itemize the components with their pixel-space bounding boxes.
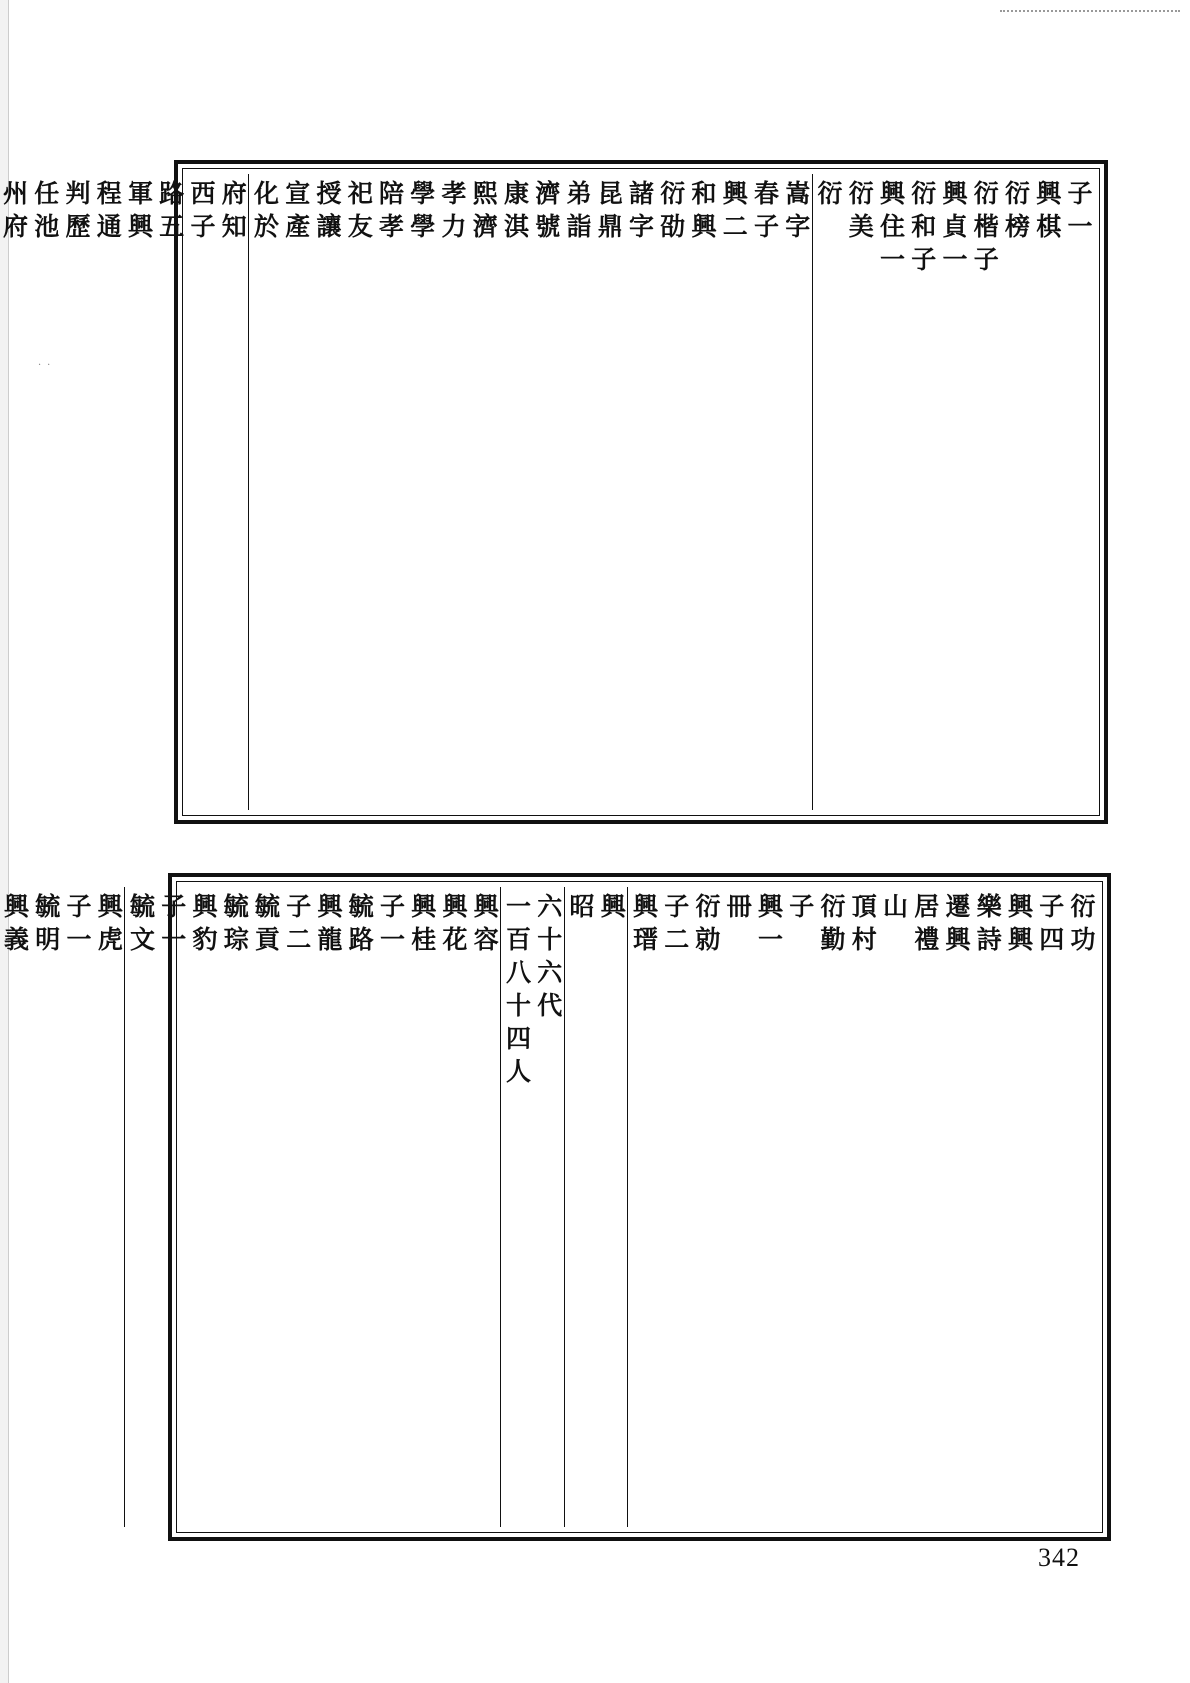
page-number: 342 (1038, 1543, 1080, 1572)
bottom-column (627, 887, 1097, 1527)
top-columns (0, 174, 1094, 810)
bottom-column (124, 887, 500, 1527)
bottom-column (500, 887, 564, 1527)
genealogy-entry-text: 嵩字 春子 興二 和興 衍劭 諸字 昆鼎 弟詣 濟號 康淇 熙濟 孝力 學學 陪孝 祀友 授讓 宣產 化於 (250, 180, 811, 246)
genealogy-entry-text: 子一 興棋 衍榜 衍楷子 興貞一 衍和子 興住一 衍美 衍 (814, 180, 1093, 279)
scan-dots: ·· (38, 360, 57, 371)
genealogy-entry-text: 興 昭 (566, 893, 627, 926)
scan-top-line (1000, 10, 1180, 12)
bottom-columns (0, 887, 1097, 1527)
genealogy-entry-text: 興虎 子一 毓明 興義 (0, 893, 124, 959)
genealogy-entry-text: 興容 興花 興桂 子一 毓路 興龍 子二 毓貢 毓琮 興豹 子一 毓文 (126, 893, 500, 959)
bottom-column (564, 887, 628, 1527)
genealogy-entry-text: 府知 西子 路五 軍興 程通 判歷 任池 州府 (0, 180, 248, 246)
top-column (248, 174, 812, 810)
top-column (812, 174, 1094, 810)
genealogy-entry-text: 衍功 子四 興興 樂詩 遷興 居禮 山 頂村 衍勤 子 興一 冊 衍勍 子二 興瑨 (629, 893, 1096, 959)
page-panel-bottom (0, 873, 1111, 1541)
page-panel-top (0, 160, 1108, 824)
bottom-column (0, 887, 124, 1527)
top-column (0, 174, 248, 810)
genealogy-entry-text: 六十六代 一百八十四人 (502, 893, 563, 1091)
